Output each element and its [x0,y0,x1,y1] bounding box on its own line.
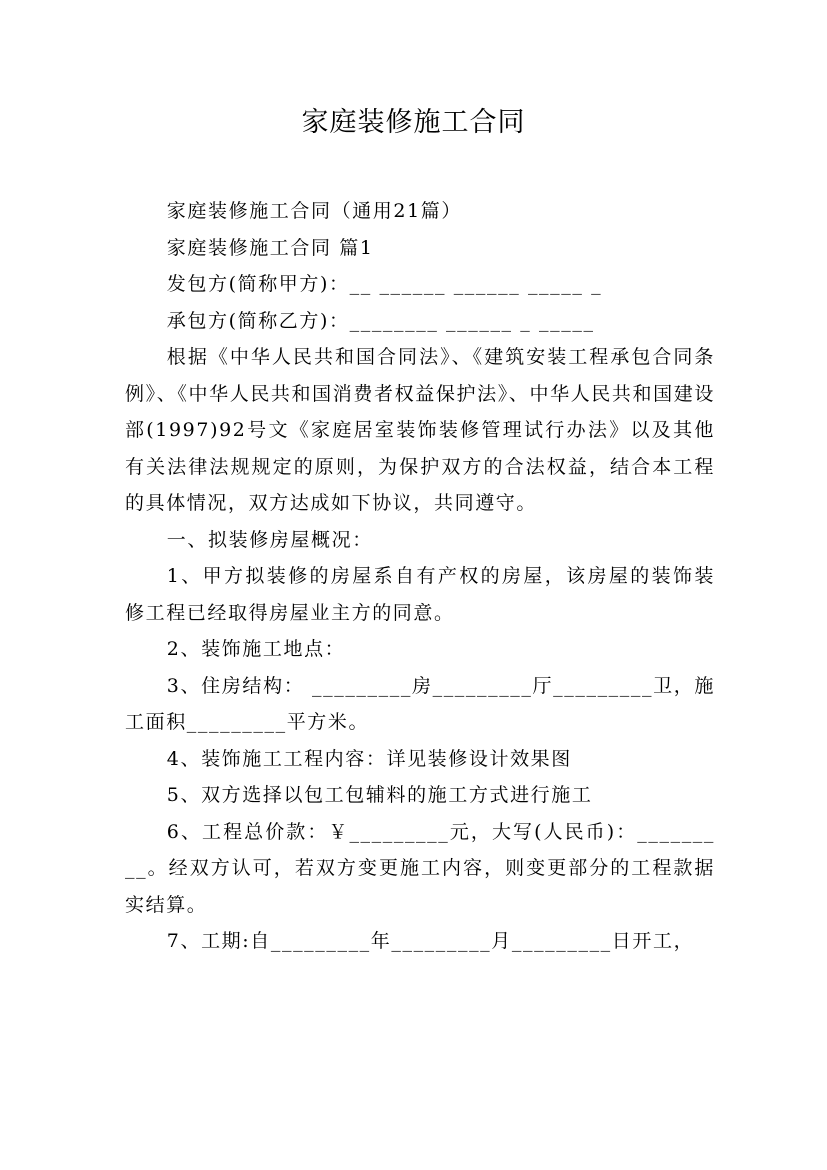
paragraph-item-5: 5、双方选择以包工包辅料的施工方式进行施工 [166,784,593,806]
paragraph-clause-1-heading: 一、拟装修房屋概况： [166,528,373,551]
paragraph-item-2: 2、装饰施工地点： [166,638,346,660]
paragraph-party-a: 发包方(简称甲方)：__ ______ ______ _____ _ [166,273,603,295]
document-body [125,193,715,960]
paragraph-item-4: 4、装饰施工工程内容：详见装修设计效果图 [166,747,572,770]
paragraph-item-3: 3、住房结构： _________房_________厅_________卫，施工面积_________平方米。 [125,674,715,733]
paragraph-subtitle: 家庭装修施工合同（通用21篇） [166,200,462,222]
paragraph-legal-basis: 根据《中华人民共和国合同法》、《建筑安装工程承包合同条例》、《中华人民共和国消费者权益保护法》、中华人民共和国建设部(1997)92号文《家庭居室装饰装修管理试行办法》以及其他有关法律法规规定的原则，为保护双方的合法权益，结合本工程的具体情况，双方达成如下协议，共同遵守。 [125,346,715,514]
paragraph-party-b: 承包方(简称乙方)：________ ______ _ _____ [166,309,595,332]
paragraph-section-heading: 家庭装修施工合同 篇1 [166,236,374,259]
paragraph-item-6: 6、工程总价款：￥_________元，大写(人民币)：_________。经双方认可，若双方变更施工内容，则变更部分的工程款据实结算。 [125,820,715,916]
document-title: 家庭装修施工合同 [301,107,526,138]
paragraph-item-7: 7、工期:自_________年_________月_________日开工， [166,930,695,952]
paragraph-item-1: 1、甲方拟装修的房屋系自有产权的房屋，该房屋的装饰装修工程已经取得房屋业主方的同意。 [125,565,715,624]
